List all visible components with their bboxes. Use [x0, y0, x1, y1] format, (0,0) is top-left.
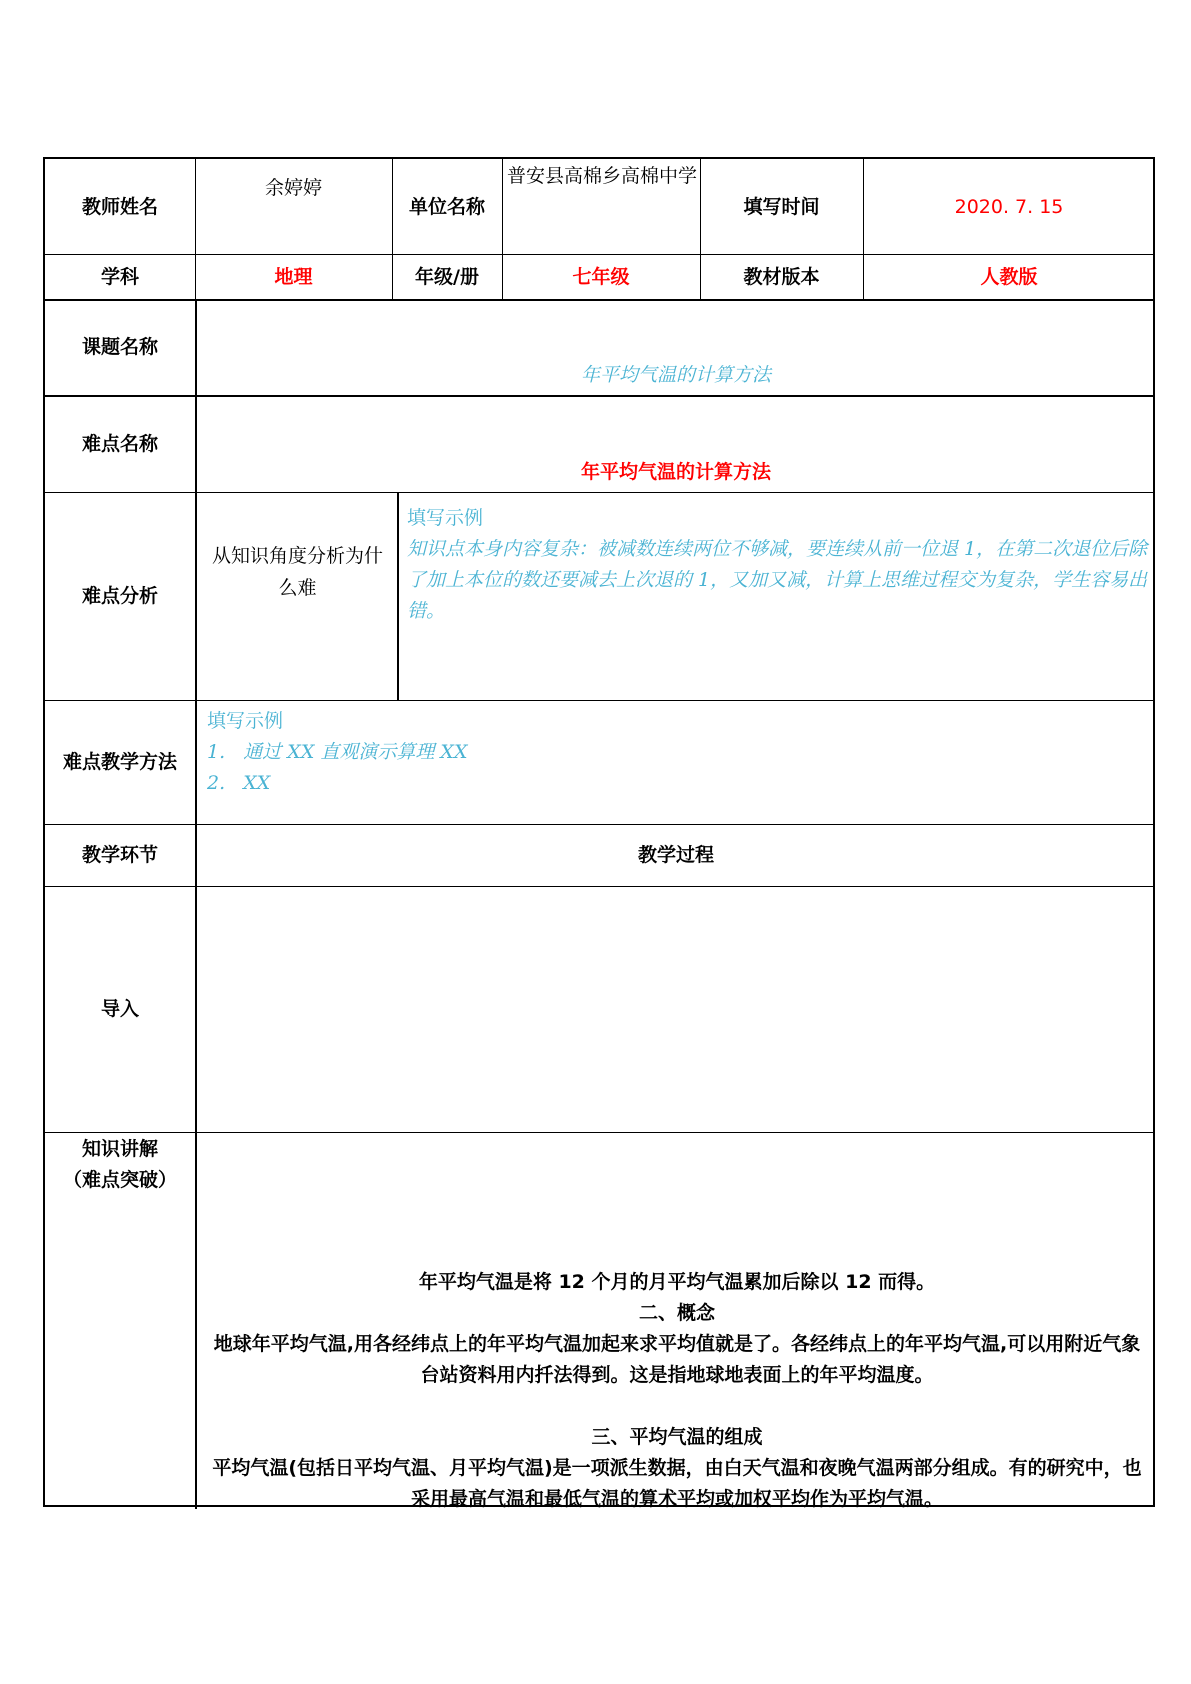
unit-name-label: 单位名称 [408, 195, 485, 218]
knowledge-para1: 年平均气温是将 12 个月的月平均气温累加后除以 12 而得。 [418, 1271, 936, 1293]
subject-label: 学科 [100, 265, 139, 288]
intro-content [197, 886, 1155, 1132]
fill-time-label: 填写时间 [743, 195, 820, 218]
subject-value: 地理 [274, 265, 313, 288]
knowledge-para2: 地球年平均气温,用各经纬点上的年平均气温加起来求平均值就是了。各经纬点上的年平均气温,可以用附近气象台站资料用内扦法得到。这是指地球地表面上的年平均温度。 [213, 1333, 1141, 1386]
edition-value: 人教版 [980, 265, 1038, 288]
intro-label: 导入 [100, 998, 139, 1020]
method-item: 2. XX [207, 772, 271, 794]
process-step-label: 教学环节 [81, 844, 158, 866]
method-label: 难点教学方法 [62, 751, 177, 773]
knowledge-content [205, 1267, 1149, 1510]
unit-name-value: 普安县高棉乡高棉中学 [507, 165, 698, 187]
knowledge-heading3: 三、平均气温的组成 [591, 1426, 763, 1448]
topic-value: 年平均气温的计算方法 [580, 364, 771, 386]
difficulty-label: 难点名称 [81, 432, 158, 455]
blank-line [205, 1391, 1149, 1422]
analysis-label: 难点分析 [81, 585, 158, 607]
edition-label: 教材版本 [743, 265, 820, 288]
analysis-sub-label: 从知识角度分析为什么难 [211, 545, 383, 599]
teacher-name-label: 教师姓名 [81, 195, 158, 218]
method-item: 1. 通过 XX 直观演示算理 XX [207, 741, 468, 763]
lesson-plan-table [43, 157, 1155, 1510]
knowledge-label-line2: （难点突破） [62, 1169, 177, 1191]
row-divider [45, 1132, 1153, 1133]
row-divider [45, 299, 1153, 301]
knowledge-label [45, 1134, 195, 1214]
method-example [207, 706, 1147, 821]
method-example-title: 填写示例 [207, 710, 284, 732]
difficulty-value: 年平均气温的计算方法 [580, 461, 771, 483]
row-divider [45, 395, 1153, 397]
knowledge-heading2: 二、概念 [638, 1302, 715, 1324]
col-divider [397, 492, 399, 700]
row-divider [45, 700, 1153, 701]
teacher-name-value: 余婷婷 [264, 177, 322, 199]
knowledge-para3: 平均气温(包括日平均气温、月平均气温)是一项派生数据，由白天气温和夜晚气温两部分组成。有的研究中，也采用最高气温和最低气温的算术平均或加权平均作为平均气温。 [212, 1457, 1142, 1510]
grade-value: 七年级 [572, 265, 630, 288]
topic-label: 课题名称 [81, 336, 158, 358]
analysis-example [407, 503, 1149, 693]
grade-label: 年级/册 [415, 265, 479, 288]
process-header-value: 教学过程 [637, 844, 714, 866]
knowledge-label-line1: 知识讲解 [81, 1138, 158, 1160]
fill-time-value: 2020. 7. 15 [954, 195, 1064, 218]
analysis-example-title: 填写示例 [407, 507, 484, 529]
analysis-example-text: 知识点本身内容复杂：被减数连续两位不够减，要连续从前一位退 1，在第二次退位后除了加上本位的数还要减去上次退的 1，又加又减，计算上思维过程交为复杂，学生容易出错。 [407, 538, 1148, 622]
